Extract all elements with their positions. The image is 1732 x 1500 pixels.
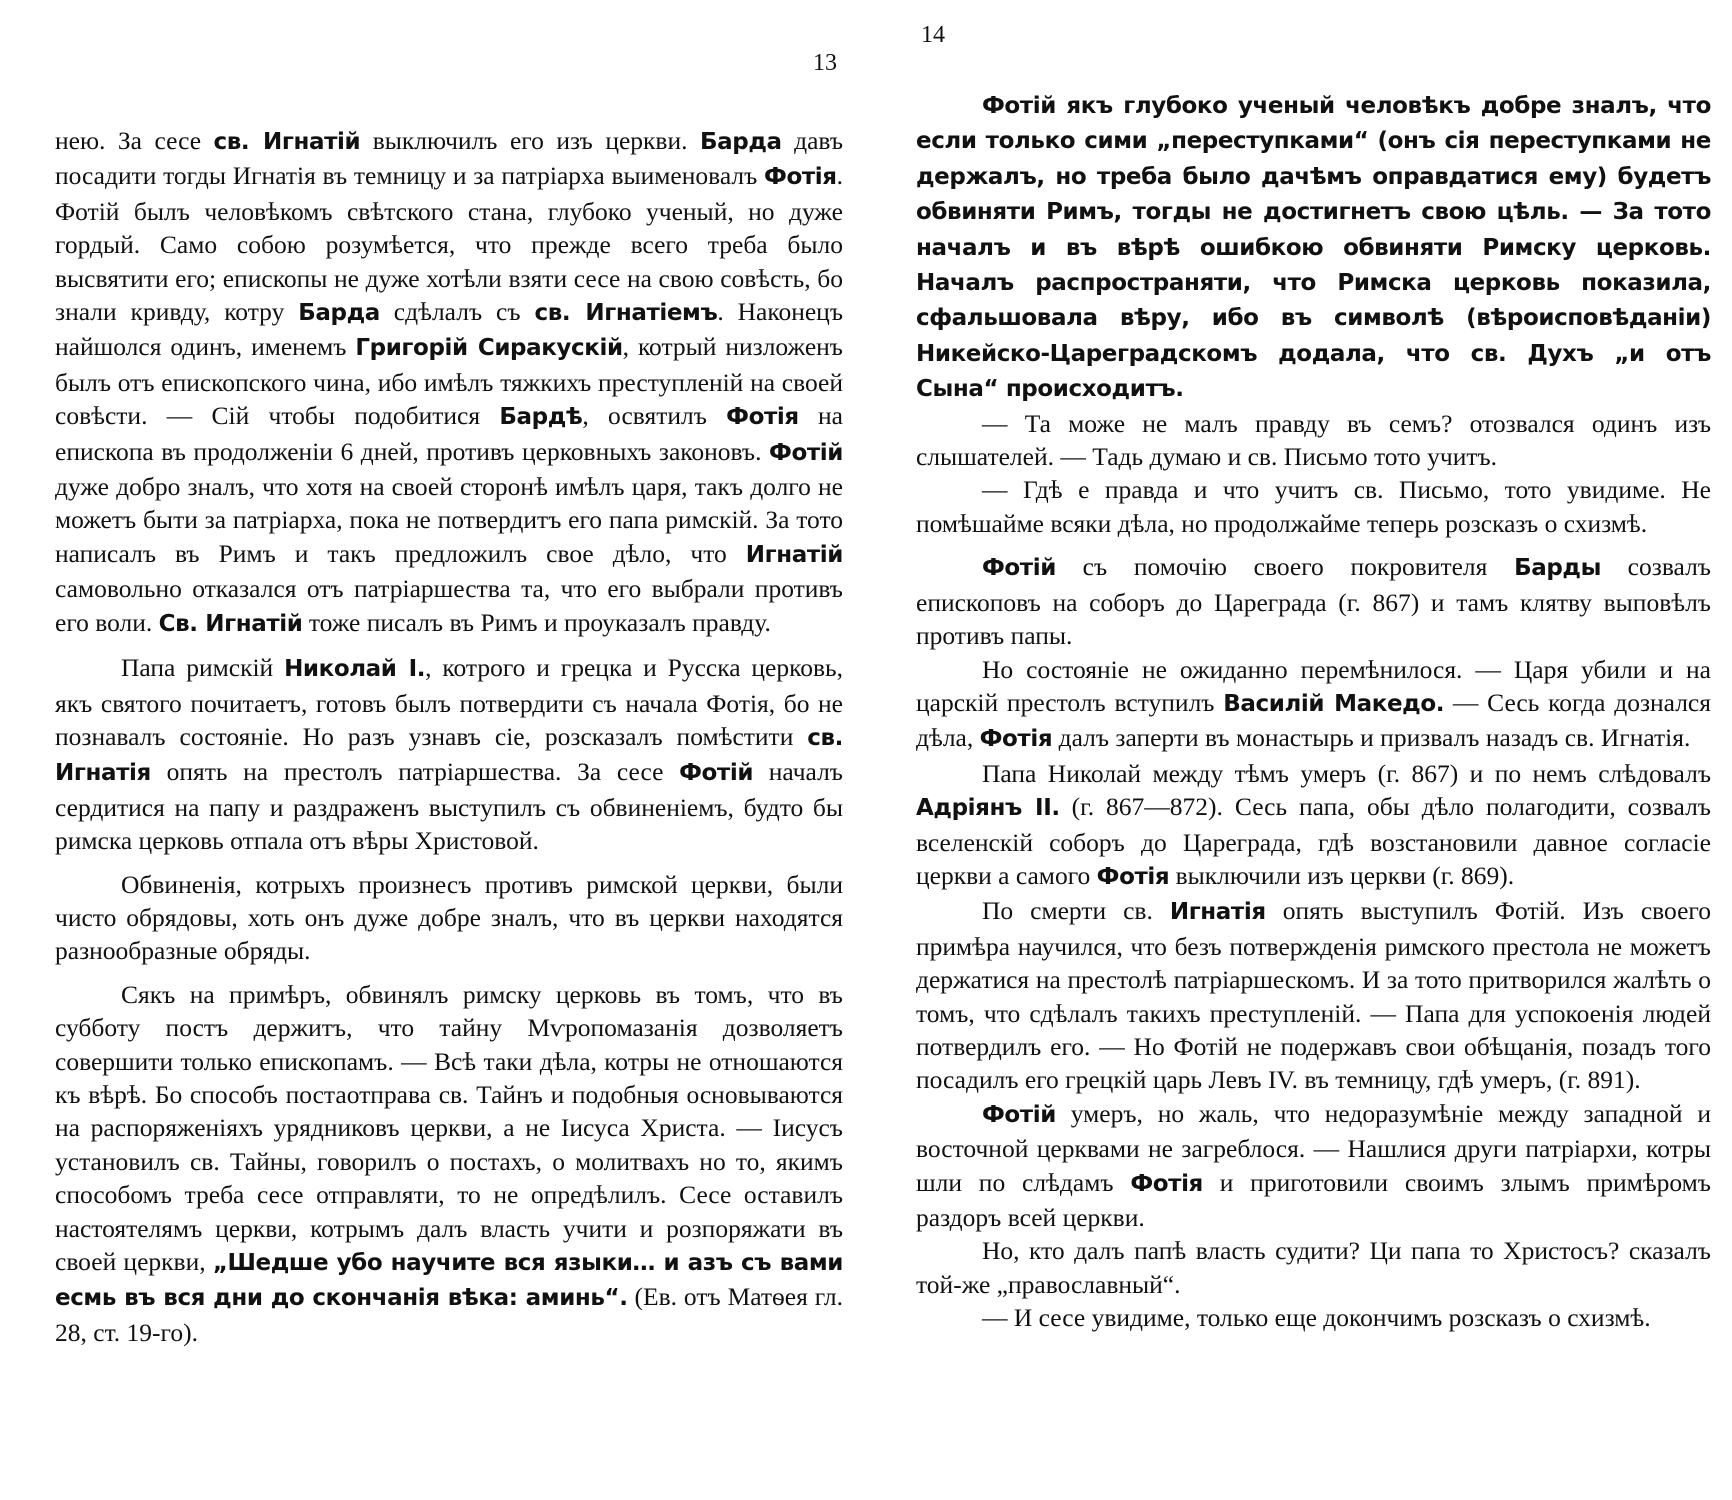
paragraph [916,757,1711,895]
text-run: началъ сердитися на папу и раздраженъ выступилъ съ обвиненіемъ, будто бы римска церковь отпала отъ вѣры Христовой. [55,757,843,856]
text-run: — Сесь когда дознался дѣла, [916,687,1711,753]
text-run: нею. За сесе [55,126,214,155]
text-run: . Наконецъ найшолся одинъ, именемъ [55,297,844,362]
text-run: По смерти св. [982,896,1170,926]
text-run: Обвиненія, котрыхъ произнесъ противъ римской церкви, были чисто обрядовы, хоть онъ дуже добре зналъ, что въ церкви находятся разнообразные обряды. [55,869,843,966]
bold-run: Св. Игнатій [158,610,303,637]
text-run: — Та може не малъ правду въ семъ? отозвался одинъ изъ слышателей. — Тадь думаю и св. Письмо тото учитъ. [916,408,1711,472]
bold-run: св. Игнатій [213,129,361,155]
text-run: Но состояніе не ожиданно перемѣнилося. — Царя убили и на царскій престолъ вступилъ [916,654,1711,717]
bold-run: Фотій [769,439,843,466]
bold-run: Фотія [726,404,799,431]
bold-run: „Шедше убо научите вся языки… и азъ съ вами есмь въ вся дни до скончанія вѣка: аминь“. [55,1250,843,1312]
paragraph [916,550,1711,652]
page-number: 13 [813,50,837,76]
text-run: Но, кто далъ папѣ власть судити? Ци папа то Христосъ? сказалъ той-же „православный“. [916,1236,1711,1299]
bold-run: Барда [700,129,782,155]
bold-run: Барда [298,300,380,327]
paragraph [916,88,1711,407]
text-run: созвалъ епископовъ на соборъ до Цареграда (г. 867) и тамъ клятву выповѣлъ противъ папы. [916,552,1711,651]
text-run: выключили изъ церкви (г. 869). [1169,860,1515,890]
text-run: Папа римскій [121,653,285,683]
text-run: . Фотій былъ человѣкомъ свѣтского стана, глубоко ученый, но дуже гордый. Само собою розумѣется, что прежде всего треба было высвятити его; епископы не дуже хотѣли взяти сесе на свою совѣсть, бо знали кривду, котру [55,161,843,327]
bold-run: Бардѣ [499,404,583,431]
text-run: выключилъ его изъ церкви. [360,126,700,155]
text-run: далъ заперти въ монастырь и призвалъ назадъ св. Игнатія. [1052,723,1691,753]
page-number: 14 [921,22,945,48]
text-run: , котрый низложенъ былъ отъ епископского чина, ибо имѣлъ тяжкихъ преступленій на своей совѣсти. — Сій чтобы подобитися [55,332,843,431]
bold-run: Фотій [982,1101,1056,1128]
text-run: тоже писалъ въ Римъ и проуказалъ правду. [302,607,771,637]
paragraph [55,978,843,1349]
text-run: , освятилъ [582,401,727,431]
text-run: (Ев. отъ Матѳея гл. 28, ст. 19-го). [55,1282,844,1347]
text-run: и приготовили своимъ злымъ примѣромъ раздоръ всей церкви. [916,1167,1711,1232]
bold-run: св. Игнатія [55,724,843,787]
text-run: дуже добро зналъ, что хотя на своей сторонѣ имѣлъ царя, такъ долго не можетъ быти за патріарха, пока не потвердитъ его папа римскій. За тото написалъ въ Римъ и такъ предложилъ свое дѣло, что [55,472,843,568]
text-run: — Гдѣ е правда и что учитъ св. Письмо, тото увидиме. Не помѣшайме всяки дѣла, но продолжайме теперь розсказъ о схизмѣ. [916,475,1711,538]
bold-run: Фотія [1096,863,1170,890]
paragraph [916,1301,1711,1334]
paragraph [916,473,1711,540]
paragraph [55,868,843,968]
page-text [916,88,1711,1335]
text-run: на епископа въ продолженіи 6 дней, противъ церковныхъ законовъ. [55,401,844,466]
bold-run: Григорій Сиракускій [355,335,623,362]
right-page [866,0,1732,1500]
text-run: давъ посадити тогды Игнатія въ темницу и за патріарха выименовалъ [55,126,844,191]
bold-run: Фотія [979,726,1053,753]
text-run: Папа Николай между тѣмъ умеръ (г. 867) и по немъ слѣдовалъ [982,758,1711,788]
paragraph [916,1097,1711,1235]
paragraph [916,894,1711,1096]
text-run: опять выступилъ Фотій. Изъ своего примѣра научился, что безъ потвержденія римского престола не можетъ держатися на престолѣ патріаршескомъ. И за тото притворился жалѣть о томъ, что сдѣлалъ такихъ преступленій. — Папа для успокоенія людей потвердилъ его. — Но Фотій не подержавъ свои обѣщанія, позадъ того посадилъ его грецкій царь Левъ IV. въ темницу, гдѣ умеръ, (г. 891). [916,896,1711,1095]
bold-run: Фотій якъ глубоко ученый человѣкъ добре зналъ, что если только сими „переступками“ (онъ сія переступками не держалъ, но треба было дачѣмъ оправдатися ему) будетъ обвиняти Римъ, тогды не достигнетъ свою цѣль. — За тото началъ и въ вѣрѣ ошибкою обвиняти Римску церковь. Началъ распространяти, что Римска церковь показила, сфальшовала вѣру, ибо въ символѣ (вѣроисповѣданіи) Никейско-Цареградскомъ додала, что св. Духъ „и отъ Сына“ происходитъ. [916,93,1711,403]
page-text [55,124,843,1349]
bold-run: св. Игнатіемъ [534,300,718,327]
text-run: — И сесе увидиме, только еще докончимъ розсказъ о схизмѣ. [982,1303,1651,1333]
paragraph [55,651,843,857]
bold-run: Барды [1514,555,1601,582]
text-run: съ помочію своего покровителя [1055,552,1515,582]
text-run: опять на престолъ патріаршества. За сесе [150,757,680,787]
paragraph [55,124,843,641]
paragraph [916,653,1711,757]
text-run: , котрого и грецка и Русска церковь, якъ святого почитаетъ, готовъ былъ потвердити съ начала Фотія, бо не познавалъ состояніе. Но разъ узнавъ сіе, розсказалъ помѣстити [55,653,843,751]
text-run: сдѣлалъ съ [379,297,535,327]
text-run: Сякъ на примѣръ, обвинялъ римску церковь въ томъ, что въ субботу постъ держитъ, что тайну Мѵропомазанія дозволяетъ совершити только епископамъ. — Всѣ таки дѣла, котры не отношаются къ вѣрѣ. Бо способъ постаотправа св. Тайнъ и подобныя основываются на распоряженіяхъ урядниковъ церкви, а не Іисуса Христа. — Іисусъ установилъ св. Тайны, говорилъ о постахъ, о молитвахъ но то, якимъ способомъ треба сесе отправляти, то не опредѣлилъ. Сесе оставилъ настоятелямъ церкви, котрымъ далъ власть учити и розпоряжати въ своей церкви, [55,979,843,1276]
bold-run: Фотій [982,555,1056,582]
text-run: (г. 867—872). Сесь папа, обы дѣло полагодити, созвалъ вселенскій соборъ до Цареграда, гдѣ возстановили давное согласіе церкви а самого [916,792,1711,890]
bold-run: Игнатій [745,541,843,568]
text-run: умеръ, но жаль, что недоразумѣніе между западной и восточной церквами не загреблося. — Нашлися други патріархи, котры шли по слѣдамъ [916,1098,1711,1197]
paragraph [916,407,1711,474]
bold-run: Николай I. [284,656,426,683]
bold-run: Фотія [1130,1170,1203,1197]
bold-run: Игнатія [1169,899,1266,926]
bold-run: Фотій [679,760,754,787]
bold-run: Адріянъ II. [916,795,1060,822]
text-run: самовольно отказался отъ патріаршества та, что его выбрали противъ его воли. [55,574,843,637]
paragraph [916,1234,1711,1301]
bold-run: Василій Македо. [1223,690,1445,717]
bold-run: Фотія [764,164,837,191]
